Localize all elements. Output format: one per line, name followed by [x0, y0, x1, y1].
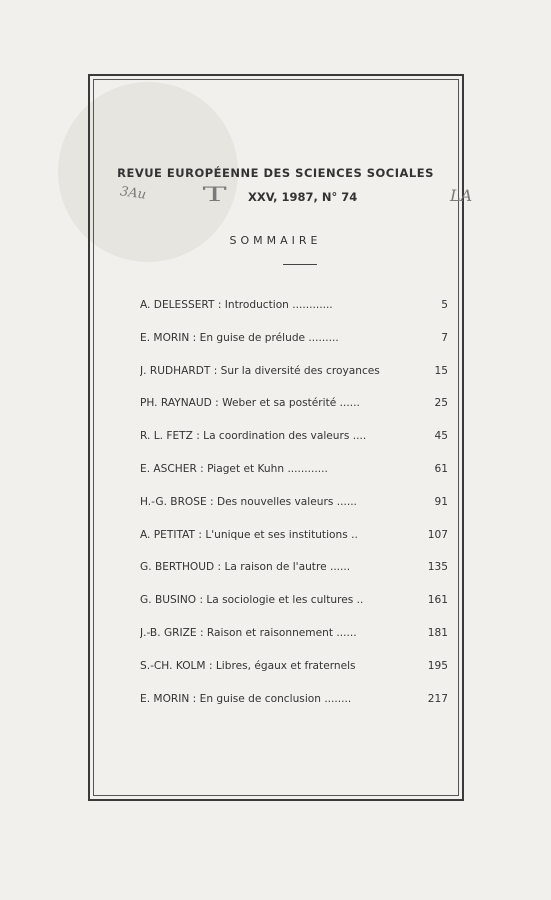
toc-row [140, 463, 448, 496]
toc-page-number: 195 [427, 659, 448, 672]
journal-title: REVUE EUROPÉENNE DES SCIENCES SOCIALES [117, 166, 434, 180]
toc-page-number: 107 [427, 528, 448, 541]
toc-page-number: 15 [434, 364, 448, 377]
toc-entry: J. RUDHARDT : Sur la diversité des croyances [140, 364, 380, 377]
handwritten-mark: T [202, 182, 227, 206]
toc-entry: J.-B. GRIZE : Raison et raisonnement ...... [140, 626, 357, 639]
toc-row [140, 561, 448, 594]
toc-page-number: 181 [427, 626, 448, 639]
toc-entry: E. MORIN : En guise de conclusion ........ [140, 692, 352, 705]
handwritten-note-left: 3Au [119, 184, 147, 203]
journal-issue: XXV, 1987, N° 74 [248, 190, 358, 204]
toc-row [140, 693, 448, 726]
toc-row [140, 430, 448, 463]
toc-page-number: 61 [434, 462, 448, 475]
toc-row [140, 365, 448, 398]
toc-page-number: 91 [434, 495, 448, 508]
toc-page-number: 45 [434, 430, 448, 443]
toc-page-number: 217 [427, 692, 448, 705]
toc-row [140, 660, 448, 693]
toc-entry: A. DELESSERT : Introduction ............ [140, 299, 333, 311]
toc-page-number: 161 [427, 594, 448, 607]
toc-row [140, 496, 448, 529]
toc-entry: PH. RAYNAUD : Weber et sa postérité ...... [140, 397, 360, 410]
toc-row [140, 397, 448, 430]
title-underline [283, 264, 317, 265]
toc-page-number: 5 [441, 299, 448, 311]
toc-row [140, 627, 448, 660]
toc-entry: E. ASCHER : Piaget et Kuhn ............ [140, 462, 328, 475]
table-of-contents [140, 299, 448, 725]
toc-entry: R. L. FETZ : La coordination des valeurs .... [140, 430, 367, 443]
handwritten-note-right: LA [450, 186, 473, 205]
toc-entry: S.-CH. KOLM : Libres, égaux et fraternels [140, 659, 356, 672]
toc-page-number: 7 [441, 331, 448, 344]
toc-row [140, 299, 448, 332]
toc-row [140, 529, 448, 562]
toc-entry: G. BUSINO : La sociologie et les cultures .. [140, 594, 364, 607]
toc-entry: E. MORIN : En guise de prélude ......... [140, 331, 339, 344]
toc-entry: G. BERTHOUD : La raison de l'autre ...... [140, 561, 351, 574]
toc-page-number: 135 [427, 561, 448, 574]
toc-row [140, 332, 448, 365]
toc-entry: A. PETITAT : L'unique et ses institutions .. [140, 528, 358, 541]
toc-row [140, 594, 448, 627]
section-title: SOMMAIRE [229, 234, 322, 247]
toc-entry: H.-G. BROSE : Des nouvelles valeurs ...... [140, 495, 357, 508]
toc-page-number: 25 [434, 397, 448, 410]
